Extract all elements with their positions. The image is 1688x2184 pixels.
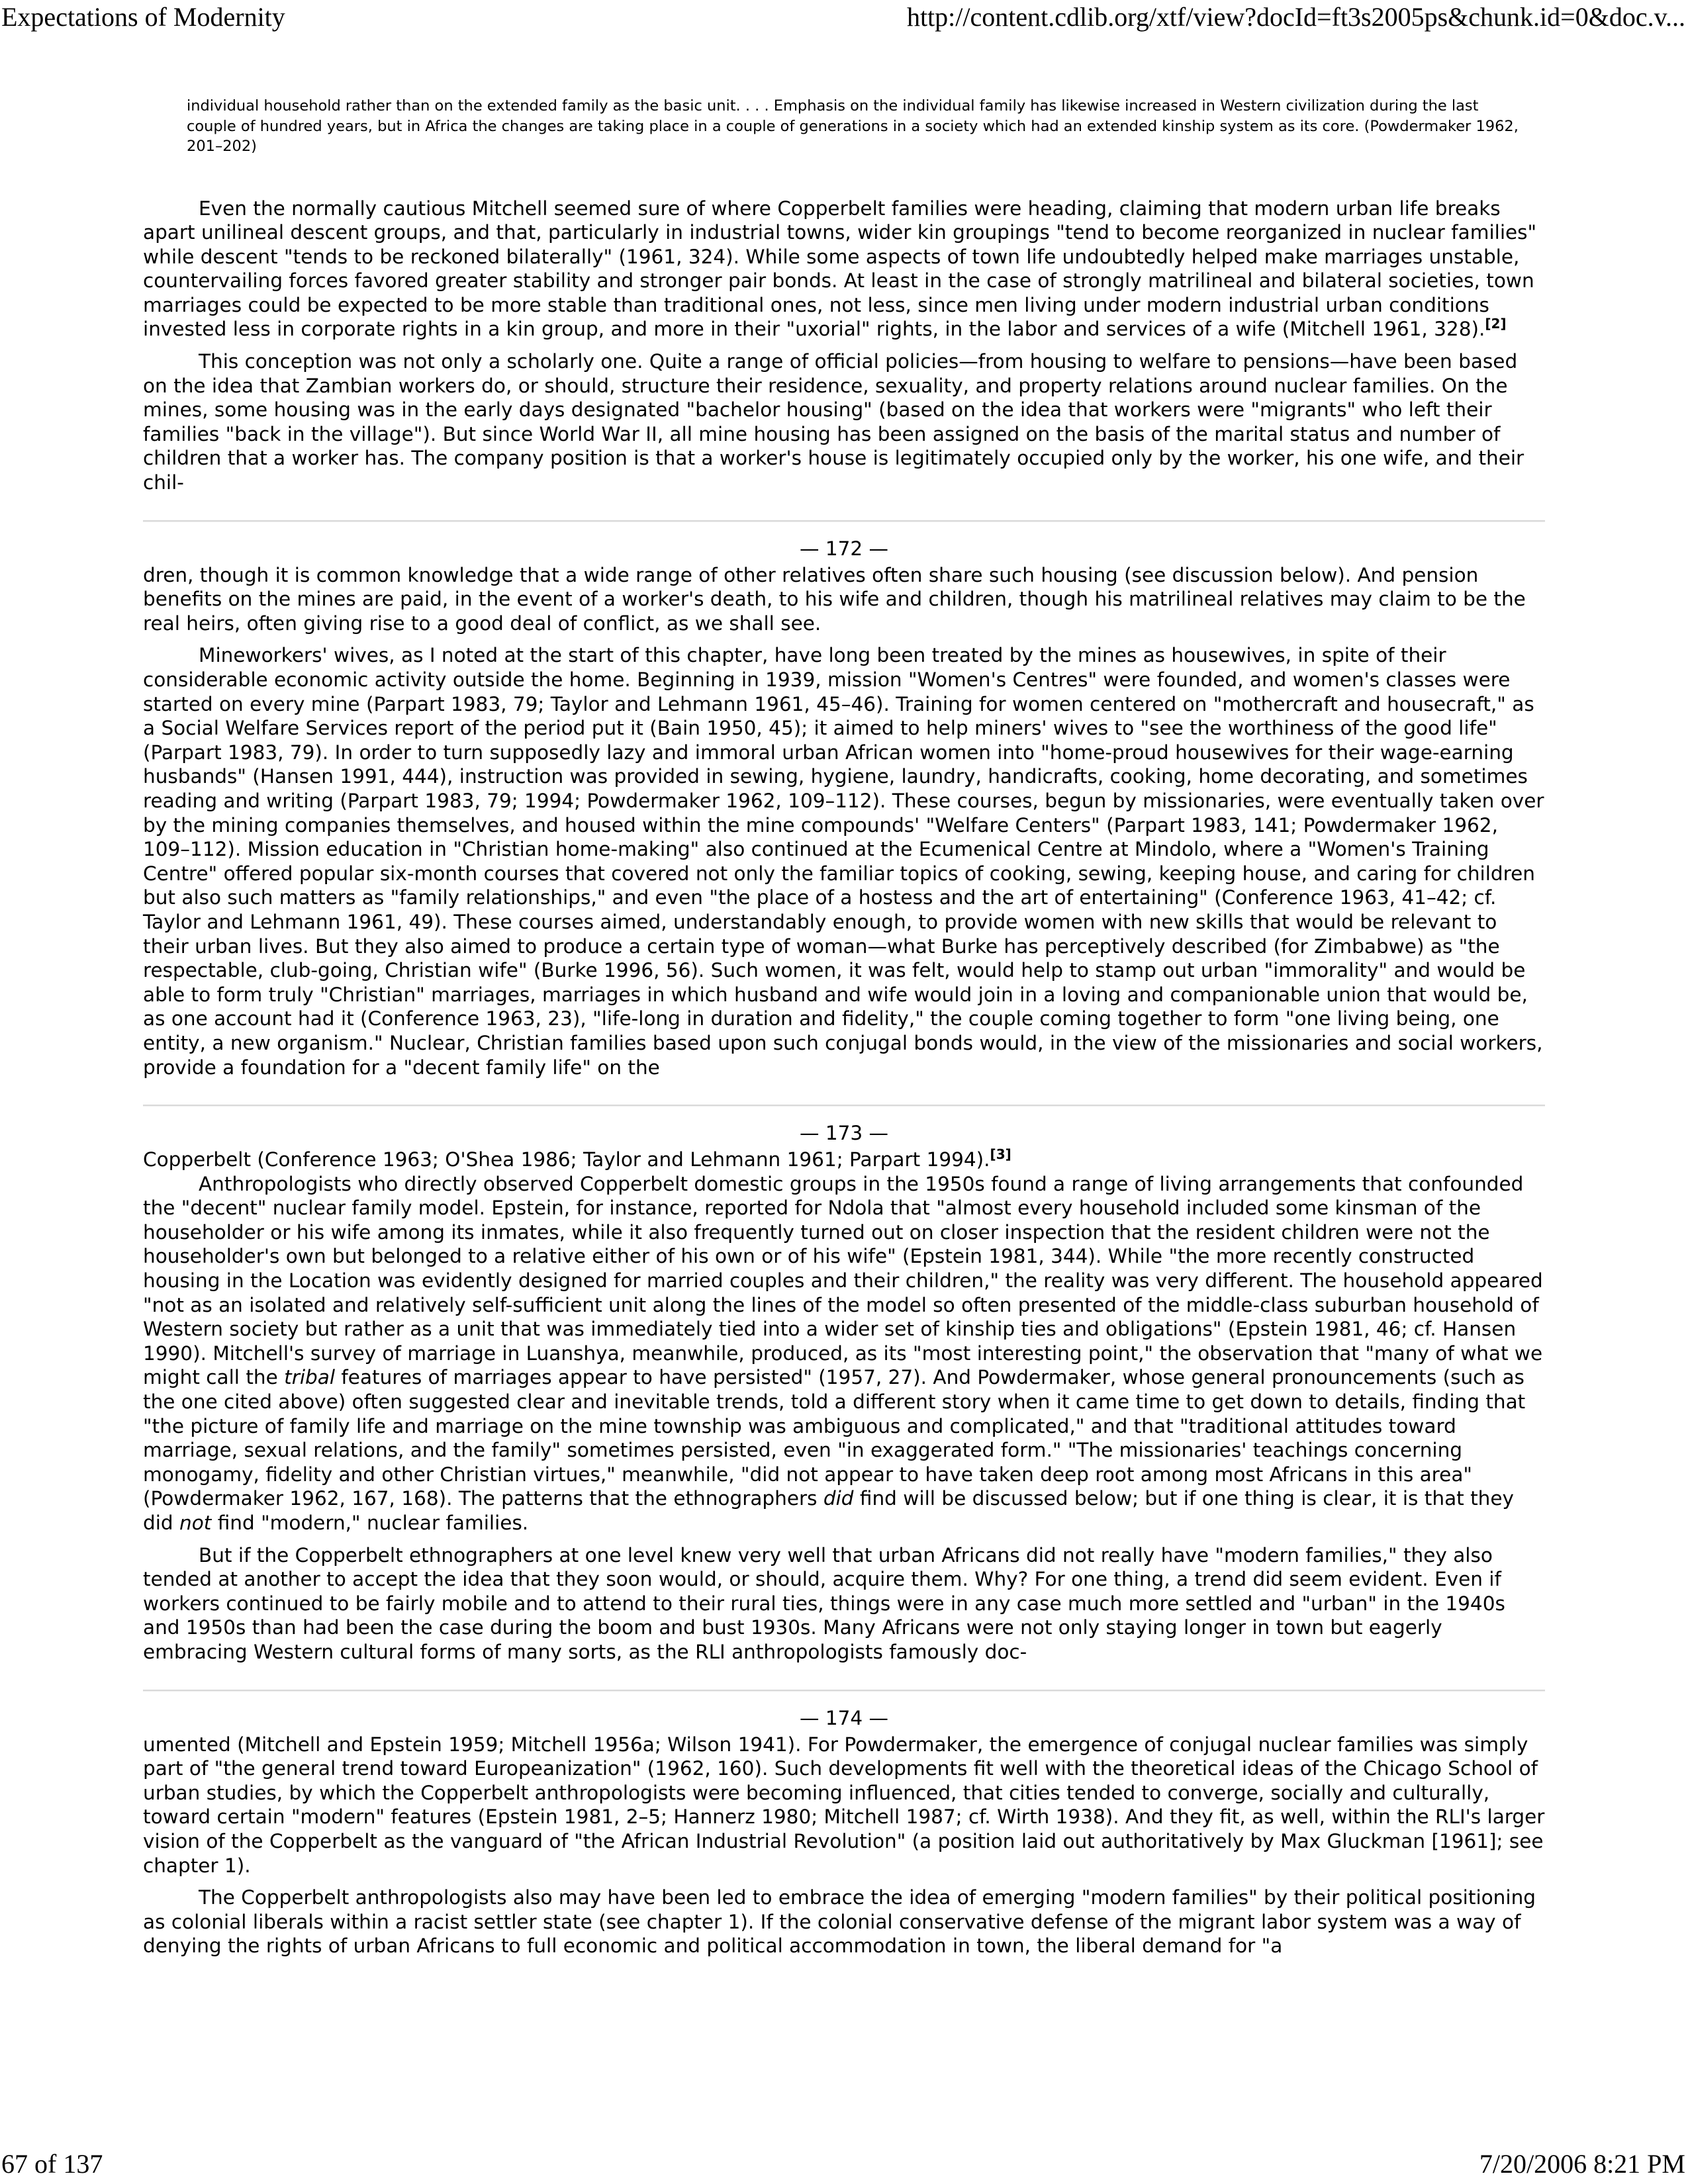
text-run: find "modern," nuclear families. xyxy=(211,1512,529,1534)
footnote-ref[interactable]: [2] xyxy=(1485,316,1507,332)
paragraph xyxy=(143,197,1545,342)
paragraph xyxy=(143,1148,1545,1172)
paragraph: Mineworkers' wives, as I noted at the start of this chapter, have long been treated by the mines as housewives, in spite of their considerable economic activity outside the home. Beginning in 1939, mission "Women's Centres" were founded, and women's classes were started on every mine (Parpart 1983, 79; Taylor and Lehmann 1961, 45–46). Training for women centered on "mothercraft and housecraft," as a Social Welfare Services report of the period put it (Bain 1950, 45); it aimed to help miners' wives to "see the worthiness of the good life" (Parpart 1983, 79). In order to turn supposedly lazy and immoral urban African women into "home-proud housewives for their wage-earning husbands" (Hansen 1991, 444), instruction was provided in sewing, hygiene, laundry, handicrafts, cooking, home decorating, and sometimes reading and writing (Parpart 1983, 79; 1994; Powdermaker 1962, 109–112). These courses, begun by missionaries, were eventually taken over by the mining companies themselves, and housed within the mine compounds' "Welfare Centers" (Parpart 1983, 141; Powdermaker 1962, 109–112). Mission education in "Christian home-making" also continued at the Ecumenical Centre at Mindolo, where a "Women's Training Centre" offered popular six-month courses that covered not only the familiar topics of cooking, sewing, keeping house, and caring for children but also such matters as "family relationships," and even "the place of a hostess and the art of entertaining" (Conference 1963, 41–42; cf. Taylor and Lehmann 1961, 49). These courses aimed, understandably enough, to provide women with new skills that would be relevant to their urban lives. But they also aimed to produce a certain type of woman—what Burke has perceptively described (for Zimbabwe) as "the respectable, club-going, Christian wife" (Burke 1996, 56). Such women, it was felt, would help to stamp out urban "immorality" and would be able to form truly "Christian" marriages, marriages in which husband and wife would join in a loving and companionable union that would be, as one account had it (Conference 1963, 23), "life-long in duration and fidelity," the couple coming together to form "one living being, one entity, a new organism." Nuclear, Christian families based upon such conjugal bonds would, in the view of the missionaries and social workers, provide a foundation for a "decent family life" on the xyxy=(143,644,1544,1079)
page-break xyxy=(143,1690,1545,1730)
page-divider xyxy=(143,1105,1545,1107)
document-body xyxy=(143,96,1545,1958)
page-number: — 173 — xyxy=(799,1122,889,1145)
page-footer xyxy=(0,2144,1688,2184)
page-count: 67 of 137 xyxy=(1,2149,103,2179)
paragraph: The Copperbelt anthropologists also may have been led to embrace the idea of emerging "modern families" by their political positioning as colonial liberals within a racist settler state (see chapter 1). If the colonial conservative defense of the migrant labor system was a way of denying the rights of urban Africans to full economic and political accommodation in town, the liberal demand for "a xyxy=(143,1886,1536,1958)
emphasis: tribal xyxy=(284,1366,336,1389)
block-quote: individual household rather than on the extended family as the basic unit. . . . Emphasis on the individual family has likewise increased in Western civilization during the last couple of hundred years, but in Africa the changes are taking place in a couple of generations in a society which had an extended kinship system as its core. (Powdermaker 1962, 201–202) xyxy=(187,97,1519,155)
page-number: — 174 — xyxy=(799,1706,889,1729)
paragraph: umented (Mitchell and Epstein 1959; Mitchell 1956a; Wilson 1941). For Powdermaker, the emergence of conjugal nuclear families was simply part of "the general trend toward Europeanization" (1962, 160). Such developments fit well with the theoretical ideas of the Chicago School of urban studies, by which the Copperbelt anthropologists were becoming influenced, that cities tended to converge, socially and culturally, toward certain "modern" features (Epstein 1981, 2–5; Hannerz 1980; Mitchell 1987; cf. Wirth 1938). And they fit, as well, within the RLI's larger vision of the Copperbelt as the vanguard of "the African Industrial Revolution" (a position laid out authoritatively by Max Gluckman [1961]; see chapter 1). xyxy=(143,1733,1545,1877)
text-run: Anthropologists who directly observed Copperbelt domestic groups in the 1950s found a range of living arrangements that confounded the "decent" nuclear family model. Epstein, for instance, reported for Ndola that "almost every household included some kinsman of the householder or his wife among its inmates, while it also frequently turned out on closer inspection that the resident children were not the householder's own but belonged to a relative either of his own or of his wife" (Epstein 1981, 344). While "the more recently constructed housing in the Location was evidently designed for married couples and their children," the reality was very different. The household appeared "not as an isolated and relatively self-sufficient unit along the lines of the model so often presented of the middle-class suburban household of Western society but rather as a unit that was immediately tied into a wider set of kinship ties and obligations" (Epstein 1981, 46; cf. Hansen 1990). Mitchell's survey of marriage in Luanshya, meanwhile, produced, as its "most interesting point," the observation that "many of what we might call the xyxy=(143,1172,1543,1389)
document-title: Expectations of Modernity xyxy=(1,2,285,32)
page-header xyxy=(0,0,1688,40)
page-divider xyxy=(143,1690,1545,1692)
page-break xyxy=(143,1105,1545,1145)
emphasis: did xyxy=(823,1487,854,1510)
text-run: features of marriages appear to have persisted" (1957, 27). And Powdermaker, whose general pronouncements (such as the one cited above) often suggested clear and inevitable trends, told a different story when it came time to get down to details, finding that "the picture of family life and marriage on the mine township was ambiguous and complicated," and that "traditional attitudes toward marriage, sexual relations, and the family" sometimes persisted, even "in exaggerated form." "The missionaries' teachings concerning monogamy, fidelity and other Christian virtues," meanwhile, "did not appear to have taken deep root among most Africans in this area" (Powdermaker 1962, 167, 168). The patterns that the ethnographers xyxy=(143,1366,1526,1510)
paragraph: This conception was not only a scholarly one. Quite a range of official policies—from housing to welfare to pensions—have been based on the idea that Zambian workers do, or should, structure their residence, sexuality, and property relations around nuclear families. On the mines, some housing was in the early days designated "bachelor housing" (based on the idea that workers were "migrants" who left their families "back in the village"). But since World War II, all mine housing has been assigned on the basis of the marital status and number of children that a worker has. The company position is that a worker's house is legitimately occupied only by the worker, his one wife, and their chil- xyxy=(143,350,1524,494)
paragraph: But if the Copperbelt ethnographers at one level knew very well that urban Africans did not really have "modern families," they also tended at another to accept the idea that they soon would, or should, acquire them. Why? For one thing, a trend did seem evident. Even if workers continued to be fairly mobile and to attend to their rural ties, things were in any case much more settled and "urban" in the 1940s and 1950s than had been the case during the boom and bust 1930s. Many Africans were not only staying longer in town but eagerly embracing Western cultural forms of many sorts, as the RLI anthropologists famously doc- xyxy=(143,1543,1505,1663)
page-break xyxy=(143,520,1545,561)
paragraph-text: Copperbelt (Conference 1963; O'Shea 1986; Taylor and Lehmann 1961; Parpart 1994). xyxy=(143,1148,990,1171)
paragraph: dren, though it is common knowledge that a wide range of other relatives often share such housing (see discussion below). And pension benefits on the mines are paid, in the event of a worker's death, to his wife and children, though his matrilineal relatives may claim to be the real heirs, often giving rise to a good deal of conflict, as we shall see. xyxy=(143,563,1526,635)
text-run: find will be discussed below; but if one thing is clear, it is that they did xyxy=(143,1487,1514,1534)
page-number: — 172 — xyxy=(799,537,889,560)
paragraph-text: Even the normally cautious Mitchell seemed sure of where Copperbelt families were heading, claiming that modern urban life breaks apart unilineal descent groups, and that, particularly in industrial towns, wider kin groupings "tend to become reorganized in nuclear families" while descent "tends to be reckoned bilaterally" (1961, 324). While some aspects of town life undoubtedly helped make marriages unstable, countervailing forces favored greater stability and stronger pair bonds. At least in the case of strongly matrilineal and bilateral societies, town marriages could be expected to be more stable than traditional ones, not less, since men living under modern industrial urban conditions invested less in corporate rights in a kin group, and more in their "uxorial" rights, in the labor and services of a wife (Mitchell 1961, 328). xyxy=(143,197,1537,341)
document-url: http://content.cdlib.org/xtf/view?docId=ft3s2005ps&chunk.id=0&doc.v... xyxy=(906,2,1685,32)
footnote-ref[interactable]: [3] xyxy=(990,1146,1011,1163)
page-divider xyxy=(143,520,1545,522)
paragraph xyxy=(143,1172,1545,1535)
emphasis: not xyxy=(179,1512,212,1534)
print-timestamp: 7/20/2006 8:21 PM xyxy=(1479,2149,1685,2179)
